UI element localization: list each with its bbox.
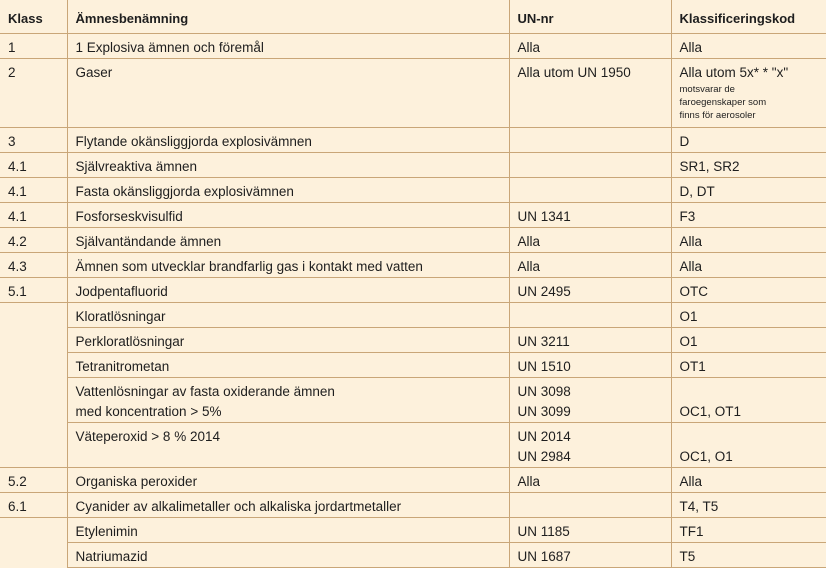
cell-un-line: UN 3098 [517, 384, 571, 399]
table-row [0, 34, 826, 59]
cell-kod: O1 [671, 303, 826, 328]
cell-kod: OT1 [671, 353, 826, 378]
cell-name: Kloratlösningar [67, 303, 509, 328]
cell-kod-main: Alla utom 5x* * "x" [679, 65, 789, 80]
cell-klass: 4.2 [0, 228, 67, 253]
cell-un: UN 1341 [509, 203, 671, 228]
cell-un: UN 1185 [509, 518, 671, 543]
cell-kod: T4, T5 [671, 493, 826, 518]
cell-un [509, 378, 671, 423]
cell-un: Alla [509, 34, 671, 59]
cell-kod: Alla [671, 228, 826, 253]
cell-klass: 5.1 [0, 278, 67, 303]
cell-un [509, 423, 671, 468]
table-row [0, 543, 826, 568]
cell-klass: 4.1 [0, 178, 67, 203]
cell-name: Natriumazid [67, 543, 509, 568]
cell-kod: OTC [671, 278, 826, 303]
cell-name: Fasta okänsliggjorda explosivämnen [67, 178, 509, 203]
cell-klass [0, 353, 67, 378]
cell-kod: D [671, 128, 826, 153]
cell-klass: 4.1 [0, 203, 67, 228]
cell-name: Ämnen som utvecklar brandfarlig gas i kontakt med vatten [67, 253, 509, 278]
header-klass: Klass [0, 0, 67, 34]
cell-un: UN 1687 [509, 543, 671, 568]
header-klassificeringskod: Klassificeringskod [671, 0, 826, 34]
cell-klass [0, 328, 67, 353]
cell-kod: TF1 [671, 518, 826, 543]
cell-kod: Alla [671, 253, 826, 278]
cell-klass [0, 378, 67, 423]
cell-klass: 1 [0, 34, 67, 59]
table-row [0, 303, 826, 328]
table-header-row [0, 0, 826, 34]
cell-un-line: UN 2984 [517, 449, 571, 464]
cell-un: Alla [509, 253, 671, 278]
cell-klass: 2 [0, 59, 67, 128]
cell-name: Perkloratlösningar [67, 328, 509, 353]
cell-un [509, 128, 671, 153]
cell-kod-line [680, 382, 821, 402]
cell-klass [0, 518, 67, 543]
cell-kod-line [680, 427, 821, 447]
cell-klass: 3 [0, 128, 67, 153]
cell-name-line: med koncentration > 5% [75, 404, 222, 419]
cell-un: Alla [509, 468, 671, 493]
table-row [0, 203, 826, 228]
table-row [0, 59, 826, 128]
cell-name: Organiska peroxider [67, 468, 509, 493]
cell-kod: O1 [671, 328, 826, 353]
cell-kod [671, 59, 826, 128]
cell-un: Alla utom UN 1950 [509, 59, 671, 128]
cell-kod-note: finns för aerosoler [679, 110, 756, 121]
cell-name: Cyanider av alkalimetaller och alkaliska jordartmetaller [67, 493, 509, 518]
cell-name-line: Vattenlösningar av fasta oxiderande ämnen [75, 384, 335, 399]
cell-un [509, 153, 671, 178]
cell-kod-note: faroegenskaper som [679, 97, 767, 108]
cell-kod [671, 423, 826, 468]
cell-un [509, 178, 671, 203]
cell-un-line: UN 3099 [517, 404, 571, 419]
table-row [0, 153, 826, 178]
cell-kod: T5 [671, 543, 826, 568]
table-row [0, 353, 826, 378]
cell-kod-note: motsvarar de [679, 84, 735, 95]
cell-kod: F3 [671, 203, 826, 228]
cell-name: Tetranitrometan [67, 353, 509, 378]
table-row [0, 278, 826, 303]
table-row [0, 178, 826, 203]
cell-name [67, 423, 509, 468]
cell-name: Fosforseskvisulfid [67, 203, 509, 228]
cell-kod-line: OC1, OT1 [679, 404, 742, 419]
table-row [0, 493, 826, 518]
cell-name: Självreaktiva ämnen [67, 153, 509, 178]
cell-un: UN 3211 [509, 328, 671, 353]
cell-un: UN 1510 [509, 353, 671, 378]
cell-name: Etylenimin [67, 518, 509, 543]
cell-un [509, 493, 671, 518]
cell-klass: 4.1 [0, 153, 67, 178]
cell-klass [0, 423, 67, 468]
table-row [0, 253, 826, 278]
cell-name: Flytande okänsliggjorda explosivämnen [67, 128, 509, 153]
cell-klass: 6.1 [0, 493, 67, 518]
table-row [0, 378, 826, 423]
cell-un: Alla [509, 228, 671, 253]
cell-klass: 4.3 [0, 253, 67, 278]
cell-klass [0, 303, 67, 328]
table-row [0, 518, 826, 543]
cell-name: 1 Explosiva ämnen och föremål [67, 34, 509, 59]
cell-name-line: Väteperoxid > 8 % 2014 [75, 429, 220, 444]
cell-klass: 5.2 [0, 468, 67, 493]
header-un-nr: UN-nr [509, 0, 671, 34]
cell-name [67, 378, 509, 423]
cell-kod-line: OC1, O1 [679, 449, 733, 464]
header-amnesbenamning: Ämnesbenämning [67, 0, 509, 34]
cell-klass [0, 543, 67, 568]
table-row [0, 468, 826, 493]
cell-name: Självantändande ämnen [67, 228, 509, 253]
cell-name: Jodpentafluorid [67, 278, 509, 303]
table-row [0, 423, 826, 468]
table-row [0, 228, 826, 253]
cell-kod: SR1, SR2 [671, 153, 826, 178]
cell-un [509, 303, 671, 328]
cell-un-line: UN 2014 [517, 429, 571, 444]
cell-name: Gaser [67, 59, 509, 128]
cell-kod: Alla [671, 468, 826, 493]
cell-kod: D, DT [671, 178, 826, 203]
cell-kod [671, 378, 826, 423]
cell-un: UN 2495 [509, 278, 671, 303]
table-row [0, 128, 826, 153]
table-row [0, 328, 826, 353]
cell-kod: Alla [671, 34, 826, 59]
